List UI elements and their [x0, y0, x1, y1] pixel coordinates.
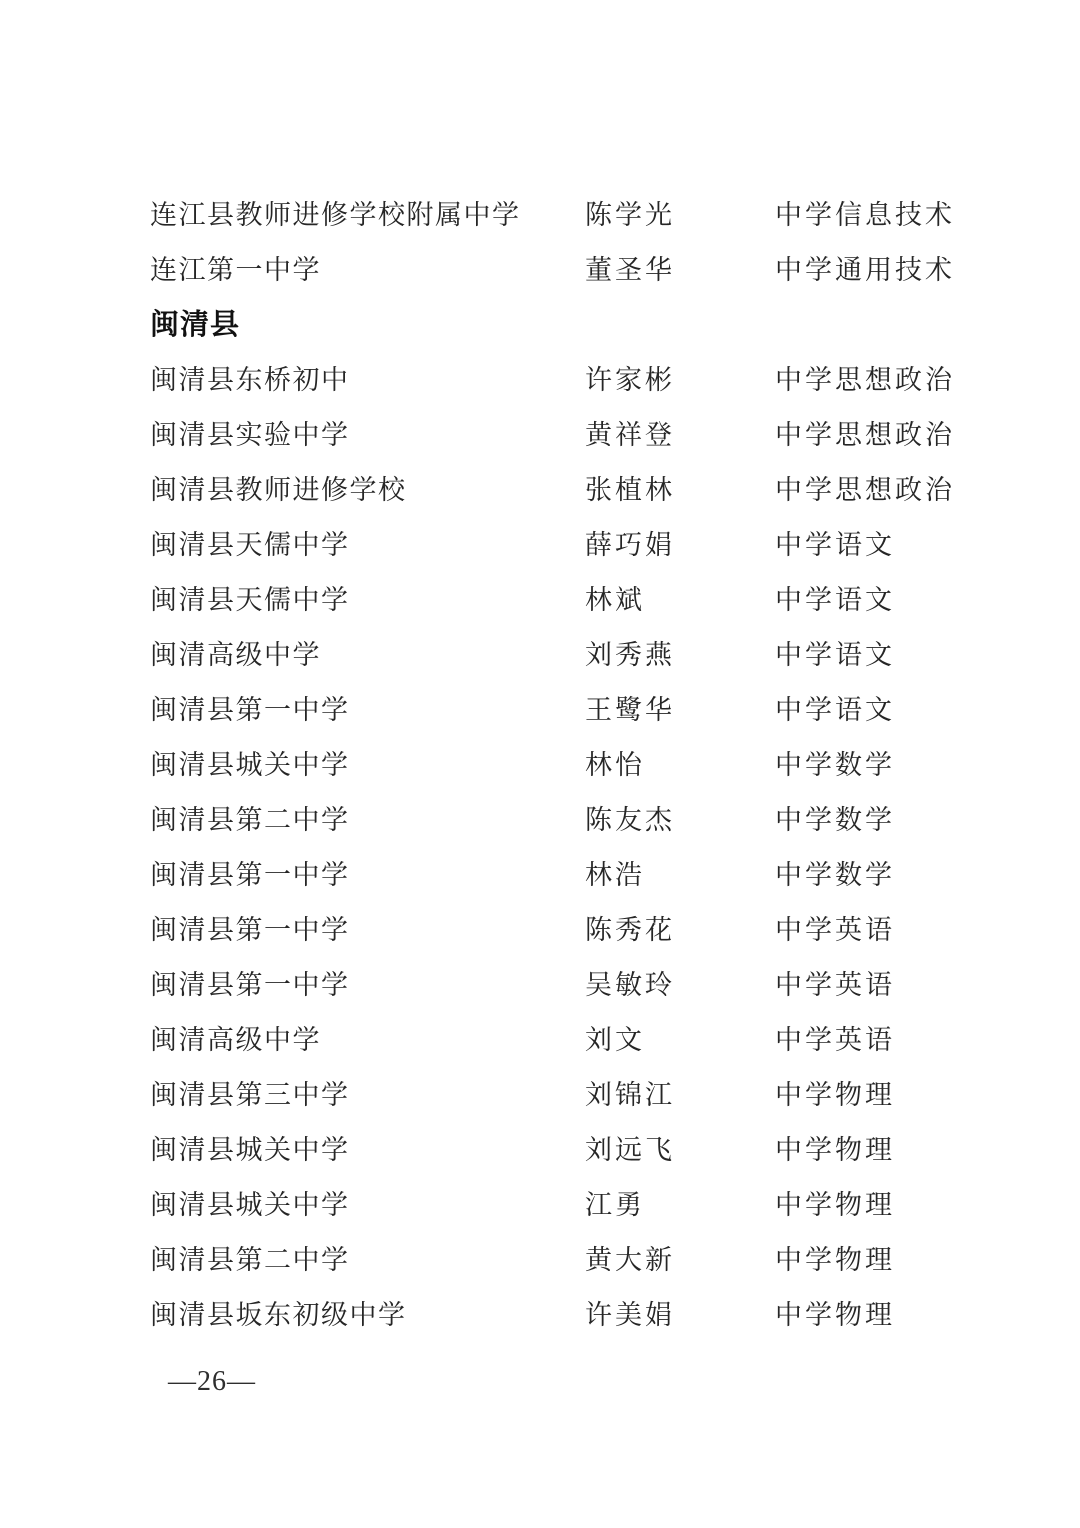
table-row	[150, 1013, 960, 1068]
school-cell: 闽清县坂东初级中学	[150, 1300, 407, 1330]
subject-cell: 中学思想政治	[775, 365, 955, 395]
teacher-name-cell: 董圣华	[585, 255, 675, 285]
school-cell: 闽清高级中学	[150, 1025, 321, 1055]
teacher-name-cell: 林浩	[585, 860, 645, 890]
page-number: —26—	[168, 1366, 256, 1397]
subject-cell: 中学物理	[775, 1080, 895, 1110]
table-row	[150, 1178, 960, 1233]
table-row	[150, 903, 960, 958]
teacher-name-cell: 林斌	[585, 585, 645, 615]
table-row	[150, 1288, 960, 1343]
subject-cell: 中学思想政治	[775, 420, 955, 450]
table-row	[150, 848, 960, 903]
subject-cell: 中学语文	[775, 530, 895, 560]
subject-cell: 中学数学	[775, 750, 895, 780]
teacher-name-cell: 陈学光	[585, 200, 675, 230]
school-cell: 闽清县城关中学	[150, 750, 350, 780]
subject-cell: 中学语文	[775, 640, 895, 670]
subject-cell: 中学物理	[775, 1190, 895, 1220]
school-cell: 闽清县天儒中学	[150, 530, 350, 560]
teacher-name-cell: 黄祥登	[585, 420, 675, 450]
school-cell: 闽清县第一中学	[150, 915, 350, 945]
school-cell: 闽清县东桥初中	[150, 365, 350, 395]
school-cell: 闽清高级中学	[150, 640, 321, 670]
table-row	[150, 573, 960, 628]
teacher-list-table	[150, 188, 960, 1343]
school-cell: 连江县教师进修学校附属中学	[150, 200, 521, 230]
school-cell: 闽清县第一中学	[150, 970, 350, 1000]
subject-cell: 中学英语	[775, 915, 895, 945]
table-row	[150, 793, 960, 848]
table-row	[150, 738, 960, 793]
teacher-name-cell: 王鹭华	[585, 695, 675, 725]
teacher-name-cell: 陈友杰	[585, 805, 675, 835]
section-header-label: 闽清县	[150, 309, 241, 341]
subject-cell: 中学英语	[775, 970, 895, 1000]
section-header-row	[150, 298, 960, 353]
subject-cell: 中学信息技术	[775, 200, 955, 230]
teacher-name-cell: 江勇	[585, 1190, 645, 1220]
school-cell: 闽清县第二中学	[150, 805, 350, 835]
subject-cell: 中学通用技术	[775, 255, 955, 285]
teacher-name-cell: 张植林	[585, 475, 675, 505]
table-row	[150, 958, 960, 1013]
subject-cell: 中学英语	[775, 1025, 895, 1055]
school-cell: 闽清县第一中学	[150, 860, 350, 890]
teacher-name-cell: 许家彬	[585, 365, 675, 395]
teacher-name-cell: 刘文	[585, 1025, 645, 1055]
school-cell: 闽清县第一中学	[150, 695, 350, 725]
table-row	[150, 463, 960, 518]
subject-cell: 中学物理	[775, 1300, 895, 1330]
teacher-name-cell: 刘远飞	[585, 1135, 675, 1165]
subject-cell: 中学物理	[775, 1245, 895, 1275]
table-row	[150, 1068, 960, 1123]
school-cell: 闽清县城关中学	[150, 1190, 350, 1220]
subject-cell: 中学数学	[775, 805, 895, 835]
table-row	[150, 1123, 960, 1178]
table-row	[150, 1233, 960, 1288]
school-cell: 闽清县教师进修学校	[150, 475, 407, 505]
table-row	[150, 628, 960, 683]
school-cell: 闽清县第三中学	[150, 1080, 350, 1110]
subject-cell: 中学数学	[775, 860, 895, 890]
teacher-name-cell: 许美娟	[585, 1300, 675, 1330]
subject-cell: 中学语文	[775, 585, 895, 615]
subject-cell: 中学思想政治	[775, 475, 955, 505]
school-cell: 闽清县第二中学	[150, 1245, 350, 1275]
table-row	[150, 683, 960, 738]
school-cell: 闽清县天儒中学	[150, 585, 350, 615]
teacher-name-cell: 吴敏玲	[585, 970, 675, 1000]
table-row	[150, 353, 960, 408]
subject-cell: 中学语文	[775, 695, 895, 725]
school-cell: 闽清县实验中学	[150, 420, 350, 450]
teacher-name-cell: 林怡	[585, 750, 645, 780]
school-cell: 闽清县城关中学	[150, 1135, 350, 1165]
teacher-name-cell: 黄大新	[585, 1245, 675, 1275]
table-row	[150, 518, 960, 573]
teacher-name-cell: 薛巧娟	[585, 530, 675, 560]
table-row	[150, 243, 960, 298]
school-cell: 连江第一中学	[150, 255, 321, 285]
table-row	[150, 188, 960, 243]
teacher-name-cell: 刘锦江	[585, 1080, 675, 1110]
subject-cell: 中学物理	[775, 1135, 895, 1165]
teacher-name-cell: 陈秀花	[585, 915, 675, 945]
teacher-name-cell: 刘秀燕	[585, 640, 675, 670]
table-row	[150, 408, 960, 463]
